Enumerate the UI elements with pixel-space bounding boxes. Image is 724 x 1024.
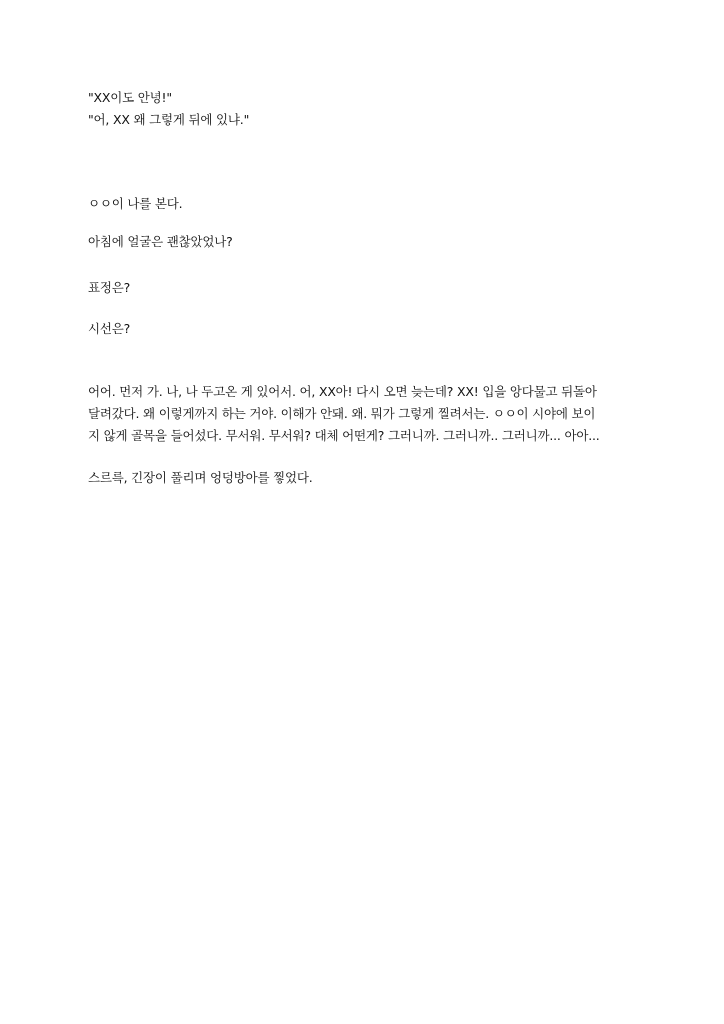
paragraph-3: [88, 277, 640, 299]
paragraph-text: 표정은?: [88, 280, 131, 295]
long-paragraph: [88, 381, 640, 447]
closing-paragraph: [88, 467, 640, 489]
long-paragraph-line-3: 지 않게 골목을 들어섰다. 무서워. 무서워? 대체 어떤게? 그러니까. 그러니까.. 그러니까... 아아...: [88, 428, 600, 443]
long-paragraph-line-1: 어어. 먼저 가. 나, 나 두고온 게 있어서. 어, XX아! 다시 오면 늦는데? XX! 입을 앙다물고 뒤돌아: [88, 384, 597, 399]
paragraph-1: [88, 193, 640, 215]
paragraph-2: [88, 231, 640, 253]
dialogue-line-2: "어, XX 왜 그렇게 뒤에 있냐.": [88, 112, 250, 127]
paragraph-text: ㅇㅇ이 나를 본다.: [88, 196, 183, 211]
dialogue-block: [88, 87, 640, 131]
paragraph-text: 아침에 얼굴은 괜찮았었나?: [88, 234, 233, 249]
paragraph-4: [88, 318, 640, 340]
paragraph-text: 시선은?: [88, 321, 131, 336]
dialogue-line-1: "XX이도 안녕!": [88, 90, 172, 105]
closing-text: 스르륵, 긴장이 풀리며 엉덩방아를 찧었다.: [88, 470, 313, 485]
long-paragraph-line-2: 달려갔다. 왜 이렇게까지 하는 거야. 이해가 안돼. 왜. 뭐가 그렇게 찔려서는. ㅇㅇ이 시야에 보이: [88, 406, 596, 421]
